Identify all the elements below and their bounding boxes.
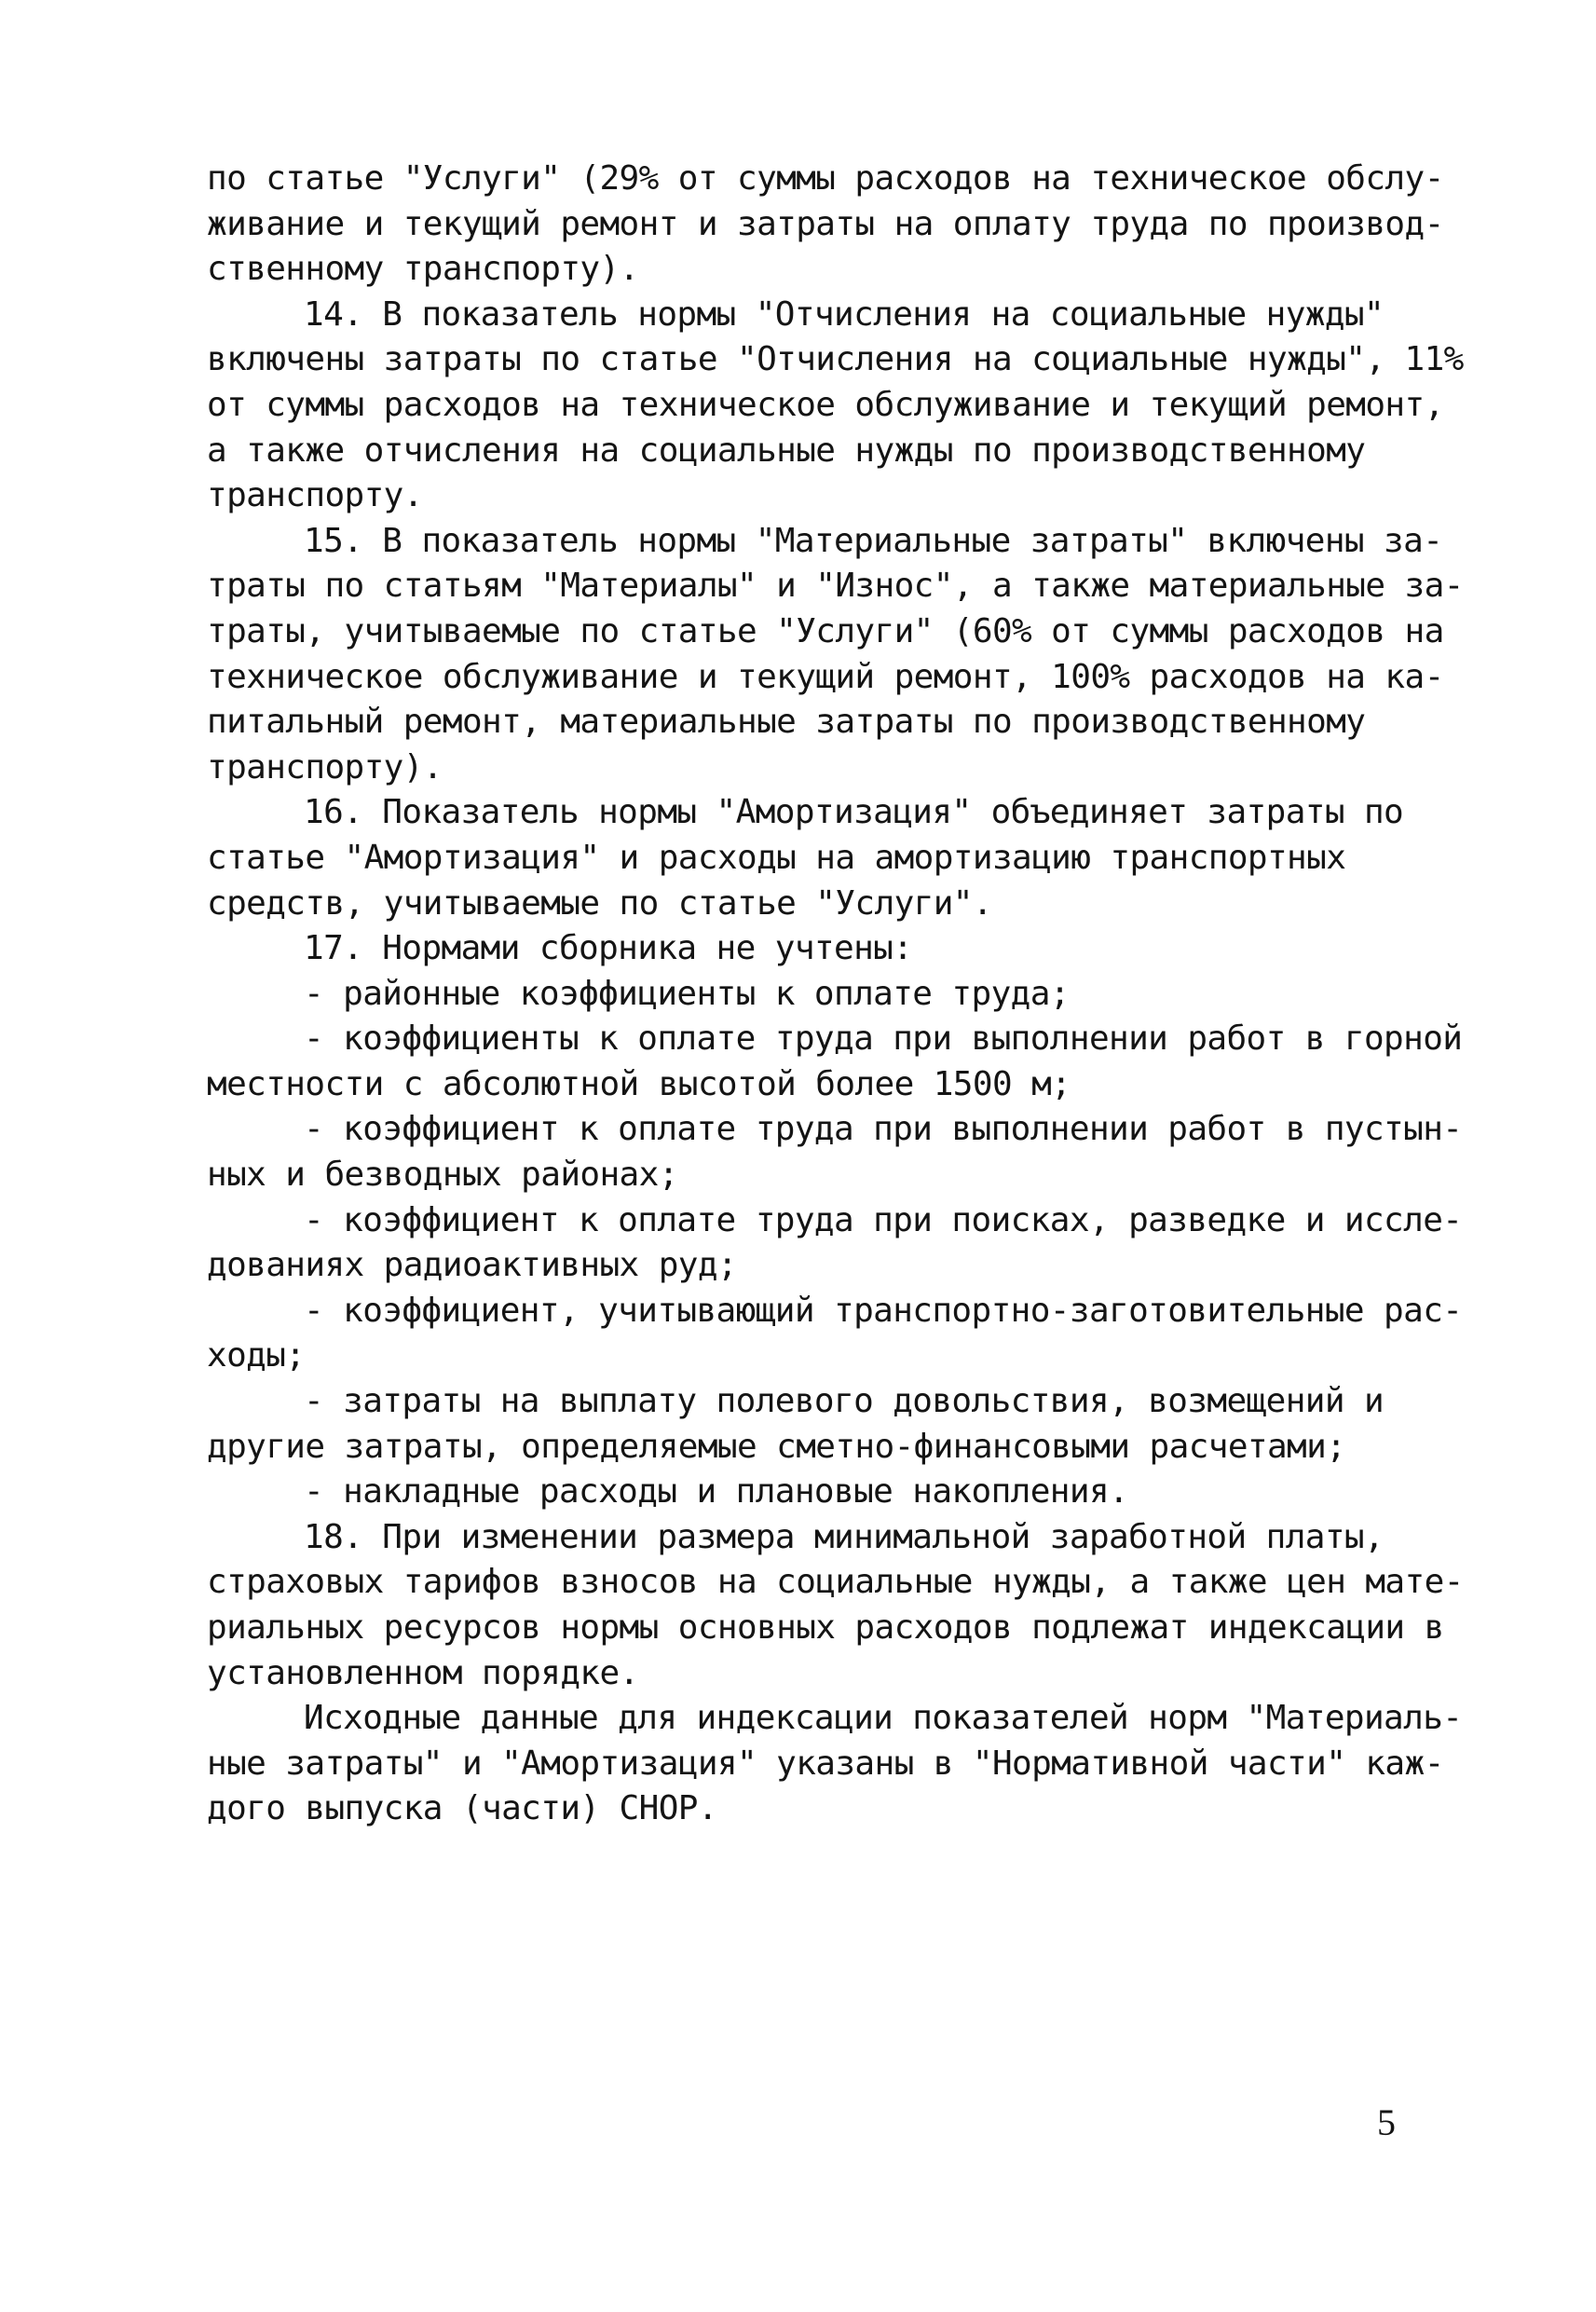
text-line: 18. При изменении размера минимальной заработной платы,: [304, 1517, 1385, 1556]
text-line: 14. В показатель нормы "Отчисления на социальные нужды": [304, 294, 1385, 334]
text-line: 17. Нормами сборника не учтены:: [304, 929, 913, 968]
text-line: 15. В показатель нормы "Материальные затраты" включены за-: [304, 521, 1443, 560]
body-text: [207, 157, 1464, 1832]
text-line: дого выпуска (части) СНОР.: [207, 1789, 717, 1828]
text-line: - коэффициент к оплате труда при поисках, разведке и иссле-: [304, 1200, 1463, 1239]
text-line: траты, учитываемые по статье "Услуги" (60% от суммы расходов на: [207, 611, 1444, 650]
page-number: 5: [1377, 2101, 1396, 2143]
text-line: - коэффициент, учитывающий транспортно-заготовительные рас-: [304, 1291, 1463, 1330]
text-line: Исходные данные для индексации показателей норм "Материаль-: [304, 1699, 1463, 1738]
text-line: ные затраты" и "Амортизация" указаны в "Нормативной части" каж-: [207, 1744, 1444, 1783]
text-line: техническое обслуживание и текущий ремонт, 100% расходов на ка-: [207, 657, 1444, 696]
text-line: а также отчисления на социальные нужды по производственному: [207, 431, 1366, 470]
text-line: транспорту.: [207, 476, 423, 515]
text-line: ных и безводных районах;: [207, 1156, 678, 1195]
text-line: статье "Амортизация" и расходы на амортизацию транспортных: [207, 838, 1346, 877]
text-line: траты по статьям "Материалы" и "Износ", а также материальные за-: [207, 567, 1464, 606]
text-line: 16. Показатель нормы "Амортизация" объединяет затраты по: [304, 793, 1404, 832]
text-line: дованиях радиоактивных руд;: [207, 1246, 737, 1285]
text-line: средств, учитываемые по статье "Услуги".: [207, 883, 992, 923]
text-line: ходы;: [207, 1336, 306, 1375]
text-line: установленном порядке.: [207, 1653, 639, 1692]
text-line: включены затраты по статье "Отчисления на социальные нужды", 11%: [207, 340, 1464, 379]
text-line: страховых тарифов взносов на социальные нужды, а также цен мате-: [207, 1563, 1464, 1602]
text-line: - накладные расходы и плановые накопления.: [304, 1472, 1129, 1512]
text-line: транспорту).: [207, 747, 443, 787]
text-line: - коэффициент к оплате труда при выполнении работ в пустын-: [304, 1110, 1463, 1149]
text-line: местности с абсолютной высотой более 1500 м;: [207, 1064, 1071, 1103]
text-line: питальный ремонт, материальные затраты по производственному: [207, 703, 1366, 742]
text-line: другие затраты, определяемые сметно-финансовыми расчетами;: [207, 1427, 1346, 1466]
text-line: - коэффициенты к оплате труда при выполнении работ в горной: [304, 1019, 1463, 1059]
text-line: по статье "Услуги" (29% от суммы расходов на техническое обслу-: [207, 159, 1444, 198]
text-line: от суммы расходов на техническое обслуживание и текущий ремонт,: [207, 385, 1444, 424]
text-line: - районные коэффициенты к оплате труда;: [304, 974, 1070, 1013]
text-line: - затраты на выплату полевого довольствия, возмещений и: [304, 1382, 1385, 1421]
text-line: живание и текущий ремонт и затраты на оплату труда по производ-: [207, 204, 1444, 243]
text-line: ственному транспорту).: [207, 250, 639, 289]
text-line: риальных ресурсов нормы основных расходов подлежат индексации в: [207, 1608, 1444, 1647]
